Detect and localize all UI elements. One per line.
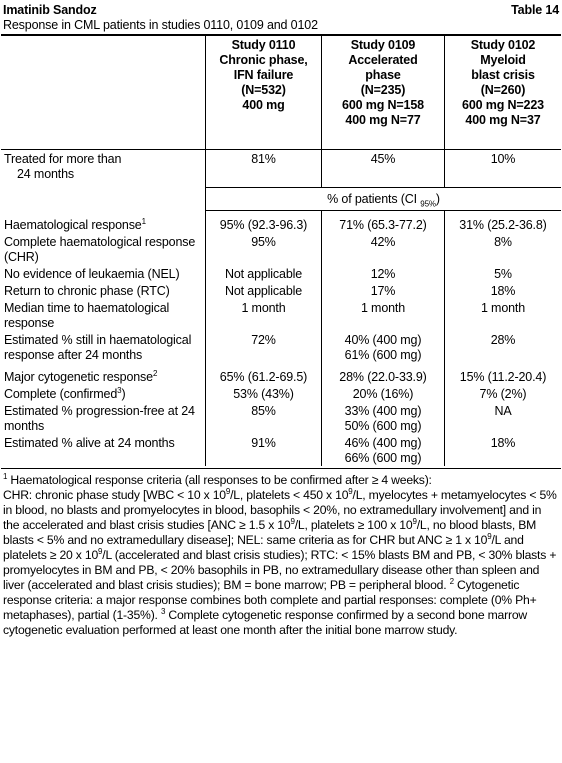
footnote-ref: 1 [141, 216, 146, 226]
footnote-text: Haematological response criteria (all responses to be confirmed after ≥ 4 weeks): [7, 473, 432, 487]
cell-value: 12% [322, 265, 445, 282]
cell-value: 42% [322, 233, 445, 265]
treated-row [1, 150, 561, 188]
cell-value: 15% (11.2-20.4) [445, 363, 562, 385]
footnote-ref: 2 [152, 368, 158, 378]
cell-value: 1 month [206, 299, 322, 331]
footnote-sup: 9 [98, 546, 103, 556]
percent-header-text: % of patients (CI [327, 192, 421, 206]
row-label [1, 282, 206, 299]
row-label [1, 331, 206, 363]
table-row [1, 265, 561, 282]
percent-header-row [1, 188, 561, 211]
title-row [1, 0, 561, 18]
cell-value: 17% [322, 282, 445, 299]
header-line: (N=260) [480, 83, 526, 97]
header-blank-cell [1, 36, 206, 150]
table-subtitle: Response in CML patients in studies 0110, 0109 and 0102 [3, 18, 318, 32]
footnote-text: /L (accelerated and blast crisis studies); RTC: < 15% blasts BM and PB, < 30% blasts + promyelocytes in BM and PB, < 20% basophils in PB, no extramedullary disease other than spleen and liver (accelerated and blast crisis studies); BM = bone marrow; PB = peripheral blood. [3, 548, 557, 592]
table-row [1, 233, 561, 265]
footnote-sup: 9 [412, 516, 417, 526]
table-row [1, 299, 561, 331]
cell-value: 65% (61.2-69.5) [206, 363, 322, 385]
results-table [1, 36, 561, 466]
row-label [1, 211, 206, 234]
cell-value: 91% [206, 434, 322, 466]
cell-value: 46% (400 mg) 66% (600 mg) [322, 434, 445, 466]
footnote-text: CHR: chronic phase study [WBC < 10 x 10 [3, 488, 226, 502]
header-line: 600 mg N=223 [462, 98, 544, 112]
header-line: Accelerated [348, 53, 418, 67]
header-line: phase [365, 68, 401, 82]
row-label [1, 402, 206, 434]
row-label [1, 150, 206, 188]
treated-label-line1: Treated for more than [4, 152, 122, 166]
cell-value: NA [445, 402, 562, 434]
table-number: Table 14 [511, 3, 559, 17]
cell-value: 53% (43%) [206, 385, 322, 402]
percent-header-close: ) [435, 192, 440, 206]
header-line: 400 mg N=37 [465, 113, 541, 127]
header-line: (N=235) [360, 83, 406, 97]
cell-value: 28% (22.0-33.9) [322, 363, 445, 385]
footnote-text: /L, no blood blasts, BM blasts < 5% and no extramedullary disease]; NEL: same criteria as for CHR but ANC ≥ 1 x 10 [3, 518, 537, 547]
row-label-text: Estimated % alive at 24 months [4, 436, 175, 450]
row-label-text: Complete haematological response (CHR) [4, 235, 196, 264]
cell-value: 72% [206, 331, 322, 363]
row-label-close: ) [121, 387, 126, 401]
footnote-marker: 2 [449, 576, 454, 586]
treated-label-line2: 24 months [17, 167, 75, 181]
row-label [1, 385, 206, 402]
table-row [1, 363, 561, 385]
cell-value: 81% [206, 150, 322, 188]
footnote-ref: 3 [117, 385, 122, 395]
row-label-text: Haematological response [4, 217, 142, 232]
cell-value: 85% [206, 402, 322, 434]
cell-value: 7% (2%) [445, 385, 562, 402]
row-label-text: Complete (confirmed [4, 387, 118, 401]
table-row [1, 331, 561, 363]
header-line: Study 0102 [470, 38, 536, 52]
footnote-text: /L and platelets ≥ 20 x 10 [3, 533, 524, 562]
header-study-0102 [445, 36, 562, 150]
cell-value: Not applicable [206, 265, 322, 282]
cell-value: Not applicable [206, 282, 322, 299]
table-row [1, 282, 561, 299]
cell-value: 31% (25.2-36.8) [445, 211, 562, 234]
cell-value: 18% [445, 282, 562, 299]
row-label [1, 233, 206, 265]
percent-blank-cell [1, 188, 206, 211]
table-row [1, 434, 561, 466]
row-label [1, 299, 206, 331]
cell-value: 18% [445, 434, 562, 466]
cell-value: 33% (400 mg) 50% (600 mg) [322, 402, 445, 434]
row-label [1, 363, 206, 385]
row-label [1, 434, 206, 466]
row-label [1, 265, 206, 282]
footnotes [1, 468, 561, 638]
cell-value: 1 month [445, 299, 562, 331]
header-line: Study 0109 [350, 38, 416, 52]
row-label-text: Return to chronic phase (RTC) [4, 284, 170, 298]
footnote-text: /L, platelets ≥ 100 x 10 [294, 518, 413, 532]
header-line: blast crisis [471, 68, 535, 82]
cell-value: 95% (92.3-96.3) [206, 211, 322, 234]
footnote-sup: 9 [225, 486, 231, 496]
percent-header-sub: 95% [420, 199, 436, 209]
header-study-0110 [206, 36, 322, 150]
cell-value: 1 month [322, 299, 445, 331]
header-study-0109 [322, 36, 445, 150]
footnote-text: /L, platelets < 450 x 10 [230, 488, 349, 502]
header-line: 600 mg N=158 [342, 98, 424, 112]
row-label-text: Estimated % progression-free at 24 months [4, 404, 195, 433]
footnote-marker: 1 [3, 471, 8, 481]
footnote-text: Cytogenetic response criteria: a major response combines both complete and partial responses: complete (0% Ph+ metaphases), partial (1-35%). [3, 578, 537, 622]
cell-value: 71% (65.3-77.2) [322, 211, 445, 234]
header-line: 400 mg N=77 [345, 113, 421, 127]
percent-of-patients-header [206, 188, 562, 211]
cell-value: 95% [206, 233, 322, 265]
footnote-text: /L, myelocytes + metamyelocytes < 5% in blood, no blasts and promyelocytes in blood, basophils < 20%, no extramedullary involvement] and in the accelerated and blast crisis studies [ANC ≥ 1.5 x 10 [3, 488, 557, 532]
cell-value: 10% [445, 150, 562, 188]
column-header-row [1, 36, 561, 150]
cell-value: 5% [445, 265, 562, 282]
product-name: Imatinib Sandoz [3, 3, 97, 17]
header-line: Study 0110 [231, 38, 296, 52]
cell-value: 8% [445, 233, 562, 265]
header-line: Myeloid [480, 53, 526, 67]
row-label-text: Median time to haematological response [4, 301, 170, 330]
header-line: IFN failure [233, 68, 294, 82]
footnote-sup: 9 [348, 486, 353, 496]
table-row [1, 402, 561, 434]
header-line: 400 mg [242, 98, 285, 112]
header-line: Chronic phase, [219, 53, 308, 67]
footnote-sup: 9 [290, 516, 295, 526]
cell-value: 45% [322, 150, 445, 188]
cell-value: 20% (16%) [322, 385, 445, 402]
row-label-text: Estimated % still in haematological response after 24 months [4, 333, 192, 362]
header-line: (N=532) [241, 83, 286, 97]
row-label-text: Major cytogenetic response [4, 370, 153, 384]
row-label-text: No evidence of leukaemia (NEL) [4, 267, 180, 281]
table-row [1, 211, 561, 234]
footnote-sup: 9 [487, 531, 492, 541]
cell-value: 40% (400 mg) 61% (600 mg) [322, 331, 445, 363]
footnote-marker: 3 [160, 606, 166, 616]
footnote-text: Complete cytogenetic response confirmed by a second bone marrow cytogenetic evaluation performed at least one month after the initial bone marrow study. [3, 608, 528, 637]
table-row [1, 385, 561, 402]
results-body [1, 211, 561, 467]
cell-value: 28% [445, 331, 562, 363]
